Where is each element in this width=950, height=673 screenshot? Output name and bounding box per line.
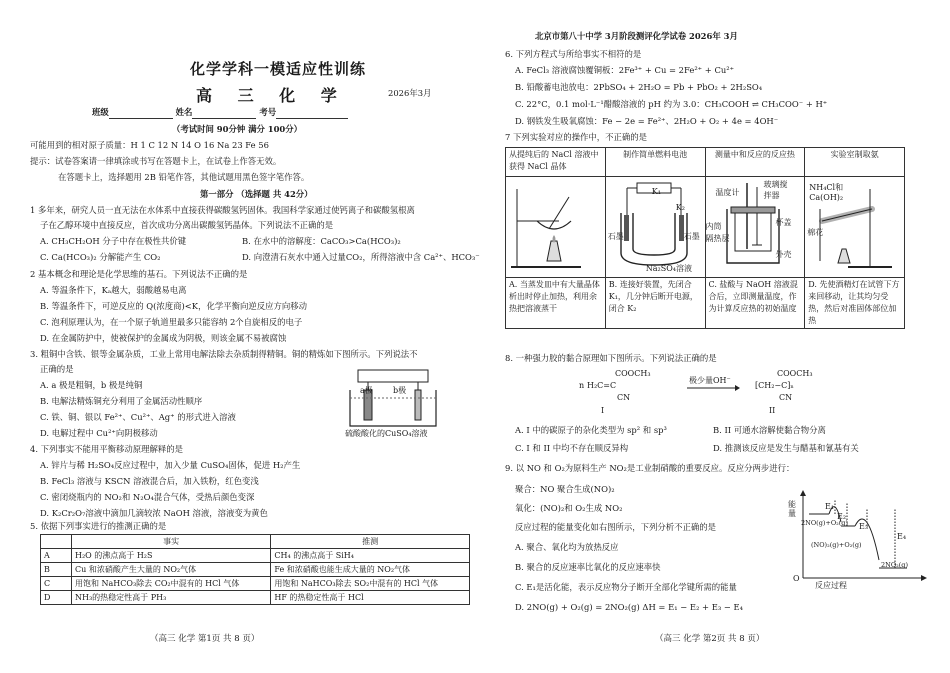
exam-subject: 高 三 化 学 xyxy=(196,86,347,105)
energy-axis-label: 能量 xyxy=(788,500,796,518)
table-row[interactable] xyxy=(41,549,470,563)
q9-step-1: 聚合：NO 聚合生成(NO)₂ xyxy=(515,484,615,494)
fig-evaporation xyxy=(506,177,606,278)
q7-table xyxy=(505,147,905,329)
class-blank[interactable] xyxy=(109,106,173,119)
table-header: 事实 xyxy=(72,535,271,549)
exam-date: 2026年3月 xyxy=(388,88,432,98)
table-cell: 用饱和 NaHCO₃除去 CO₂中混有的 HCl 气体 xyxy=(72,577,271,591)
table-row xyxy=(506,177,905,278)
fig-calorimeter xyxy=(705,177,805,278)
k2-label: K₂ xyxy=(675,203,685,212)
q6-option-a[interactable]: A. FeCl₃ 溶液腐蚀覆铜板：2Fe³⁺ + Cu = 2Fe²⁺ + Cu²⁺ xyxy=(515,65,735,75)
q6-option-d[interactable]: D. 钢铁发生吸氧腐蚀：Fe − 2e = Fe²⁺、2H₂O + O₂ + 4e = 4OH⁻ xyxy=(515,116,779,126)
exam-no-label: 考号 xyxy=(259,107,277,117)
student-fields xyxy=(92,106,348,119)
table-header xyxy=(41,535,72,549)
cotton-label: 棉花 xyxy=(807,228,824,237)
polymer-top-group: COOCH₃ xyxy=(777,369,813,378)
k1-label: K₁ xyxy=(651,187,661,196)
q9-stem: 9. 以 NO 和 O₂为原料生产 NO₂是工业制硝酸的重要反应。反应分两步进行： xyxy=(505,463,795,473)
q2-stem: 2 基本概念和理论是化学思维的基石。下列说法不正确的是 xyxy=(30,269,248,279)
table-cell: 用饱和 NaHCO₃除去 SO₂中混有的 HCl 气体 xyxy=(271,577,470,591)
table-cell: HF 的热稳定性高于 HCl xyxy=(271,591,470,605)
q7-option-a[interactable]: A. 当蒸发皿中有大量晶体析出时停止加热，利用余热把溶液蒸干 xyxy=(506,278,606,329)
q3-option-b[interactable]: B. 电解法精炼铜充分利用了金属活动性顺序 xyxy=(40,396,203,406)
class-label: 班级 xyxy=(92,107,109,117)
q1-option-c[interactable]: C. Ca(HCO₃)₂ 分解能产生 CO₂ xyxy=(40,252,161,262)
table-cell: Cu 和浓硝酸产生大量的 NO₂气体 xyxy=(72,563,271,577)
q6-option-c[interactable]: C. 22°C，0.1 mol·L⁻¹醋酸溶液的 pH 约为 3.0：CH₃COOH ⇌ CH₃COO⁻ + H⁺ xyxy=(515,99,828,109)
q2-option-b[interactable]: B. 等温条件下，可逆反应的 Q(浓度商)<K，化学平衡向逆反应方向移动 xyxy=(40,301,307,311)
q1-option-b[interactable]: B. 在水中的溶解度：CaCO₃>Ca(HCO₃)₂ xyxy=(242,236,401,246)
exam-no-blank[interactable] xyxy=(276,106,348,119)
part1-header: 第一部分 （选择题 共 42分） xyxy=(200,189,313,199)
q9-option-c[interactable]: C. E₁是活化能，表示反应物分子断开全部化学键所需的能量 xyxy=(515,582,737,592)
page-footer: （高三 化学 第2页 共 8 页） xyxy=(655,634,765,644)
school-header: 北京市第八十中学 3月阶段测评化学试卷 2026年 3月 xyxy=(535,31,738,41)
cathode-label: b极 xyxy=(393,386,407,395)
q9-option-b[interactable]: B. 聚合的反应速率比氧化的反应速率快 xyxy=(515,562,661,572)
q3-stem-1: 3. 粗铜中含铁、银等金属杂质，工业上常用电解法除去杂质制得精铜。铜的精炼如下图所示。下列说法不 xyxy=(30,349,418,359)
table-cell: NH₃的热稳定性高于 PH₃ xyxy=(72,591,271,605)
name-label: 姓名 xyxy=(175,107,193,117)
fig-fuel-cell xyxy=(605,177,705,278)
fig-ammonia xyxy=(805,177,905,278)
q3-stem-2: 正确的是 xyxy=(40,364,74,374)
table-row[interactable] xyxy=(41,577,470,591)
q4-option-b[interactable]: B. FeCl₃ 溶液与 KSCN 溶液混合后，加入铁粉，红色变浅 xyxy=(40,476,259,486)
q1-stem-2: 子在乙醇环境中直接反应，首次成功分离出碳酸氢钙晶体。下列说法不正确的是 xyxy=(40,220,334,230)
q3-option-a[interactable]: A. a 极是粗铜，b 极是纯铜 xyxy=(40,380,143,390)
q7-option-c[interactable]: C. 盐酸与 NaOH 溶液混合后，立即测量温度，作为计算反应热的初始温度 xyxy=(705,278,805,329)
table-header-row xyxy=(506,148,905,177)
table-row[interactable] xyxy=(41,591,470,605)
q5-stem: 5. 依据下列事实进行的推测正确的是 xyxy=(30,521,167,531)
e1-label: E₁ xyxy=(825,502,835,511)
q8-option-a[interactable]: A. I 中的碳原子的杂化类型为 sp² 和 sp³ xyxy=(515,425,667,435)
q4-option-c[interactable]: C. 密闭烧瓶内的 NO₂和 N₂O₄混合气体，受热后颜色变深 xyxy=(40,492,255,502)
table-row[interactable] xyxy=(506,278,905,329)
q8-stem: 8. 一种强力胶的黏合原理如下图所示。下列说法正确的是 xyxy=(505,353,717,363)
process-axis-label: 反应过程 xyxy=(815,581,847,590)
lid-label: 杯盖 xyxy=(775,218,792,227)
table-row[interactable] xyxy=(41,563,470,577)
level-intermediate-label: (NO)₂(g)+O₂(g) xyxy=(811,541,862,549)
q4-option-d[interactable]: D. K₂Cr₂O₇溶液中滴加几滴较浓 NaOH 溶液，溶液变为黄色 xyxy=(40,508,268,518)
name-blank[interactable] xyxy=(192,106,256,119)
q9-option-a[interactable]: A. 聚合、氧化均为放热反应 xyxy=(515,542,619,552)
q3-option-d[interactable]: D. 电解过程中 Cu²⁺向阴极移动 xyxy=(40,428,158,438)
anode-label: a极 xyxy=(360,386,373,395)
q5-table xyxy=(40,534,470,605)
table-header: 制作简单燃料电池 xyxy=(605,148,705,177)
monomer-top-group: COOCH₃ xyxy=(615,369,651,378)
monomer: H₂C=C xyxy=(587,381,617,390)
q1-stem-1: 1 多年来，研究人员一直无法在水体系中直接获得碳酸氢钙固体。我国科学家通过使钙离子和碳酸氢根离 xyxy=(30,205,415,215)
table-cell: Fe 和浓硝酸也能生成大量的 NO₂气体 xyxy=(271,563,470,577)
graphite-right-label: 石墨 xyxy=(683,232,700,241)
exam-title: 化学学科一模适应性训练 xyxy=(190,60,367,78)
time-line: （考试时间 90分钟 满分 100分） xyxy=(172,124,303,134)
q8-option-b[interactable]: B. II 可通水溶解使黏合物分离 xyxy=(713,425,826,435)
tip-2: 在答题卡上，选择题用 2B 铅笔作答，其他试题用黑色签字笔作答。 xyxy=(58,172,310,182)
tip-1: 提示：试卷答案请一律填涂或书写在答题卡上，在试卷上作答无效。 xyxy=(30,156,282,166)
electrolyte-caption: 硫酸酸化的CuSO₄溶液 xyxy=(345,429,428,438)
page-2 xyxy=(475,0,950,673)
table-header: 实验室制取氨 xyxy=(805,148,905,177)
reagent-label: NH₄Cl和Ca(OH)₂ xyxy=(809,183,844,202)
q2-option-c[interactable]: C. 泡利原理认为，在一个原子轨道里最多只能容纳 2个自旋相反的电子 xyxy=(40,317,303,327)
q4-option-a[interactable]: A. 锌片与稀 H₂SO₄反应过程中，加入少量 CuSO₄固体，促进 H₂产生 xyxy=(40,460,301,470)
q3-option-c[interactable]: C. 铁、铜、银以 Fe²⁺、Cu²⁺、Ag⁺ 的形式进入溶液 xyxy=(40,412,236,422)
q9-option-d[interactable]: D. 2NO(g) + O₂(g) = 2NO₂(g) ΔH = E₁ − E₂ + E₃ − E₄ xyxy=(515,602,744,612)
inner-cup-label: 内筒 xyxy=(705,222,722,231)
q9-stem-2: 反应过程的能量变化如右图所示，下列分析不正确的是 xyxy=(515,522,716,532)
level-reactants-label: 2NO(g)+O₂(g) xyxy=(801,519,848,527)
table-cell: B xyxy=(41,563,72,577)
q1-option-a[interactable]: A. CH₃CH₂OH 分子中存在极性共价键 xyxy=(40,236,187,246)
polymer-bottom-group: CN xyxy=(779,393,793,402)
q6-stem: 6. 下列方程式与所给事实不相符的是 xyxy=(505,49,642,59)
table-cell: C xyxy=(41,577,72,591)
q6-option-b[interactable]: B. 铅酸蓄电池放电：2PbSO₄ + 2H₂O = Pb + PbO₂ + 2H₂SO₄ xyxy=(515,82,763,92)
table-cell: CH₄ 的沸点高于 SiH₄ xyxy=(271,549,470,563)
table-header: 测量中和反应的反应热 xyxy=(705,148,805,177)
q8-option-c[interactable]: C. I 和 II 中均不存在顺反异构 xyxy=(515,443,629,453)
stirrer-label: 玻璃搅拌器 xyxy=(763,180,788,200)
energy-profile-diagram xyxy=(795,488,930,583)
table-cell: A xyxy=(41,549,72,563)
thermometer-label: 温度计 xyxy=(715,188,740,197)
q7-stem: 7 下列实验对应的操作中，不正确的是 xyxy=(505,132,647,142)
e3-label: E₃ xyxy=(859,522,869,531)
e4-label: E₄ xyxy=(897,532,907,541)
q9-step-2: 氧化：(NO)₂和 O₂生成 NO₂ xyxy=(515,503,623,513)
q8-option-d[interactable]: D. 推测该反应是发生与醋基和氰基有关 xyxy=(713,443,859,453)
reaction-n: n xyxy=(579,381,585,390)
q2-option-d[interactable]: D. 在金属防护中，使被保护的金属成为阴极，则该金属不易被腐蚀 xyxy=(40,333,287,343)
q1-option-d[interactable]: D. 向澄清石灰水中通入过量CO₂，所得溶液中含 Ca²⁺、HCO₃⁻ xyxy=(242,252,480,262)
table-cell: D xyxy=(41,591,72,605)
table-header: 推测 xyxy=(271,535,470,549)
level-products-label: 2NO₂(g) xyxy=(881,561,908,569)
polymer-chain: [CH₂−C]ₙ xyxy=(755,381,794,390)
outer-shell-label: 外壳 xyxy=(775,250,792,259)
table-header-row xyxy=(41,535,470,549)
q7-option-d[interactable]: D. 先使酒精灯在试管下方来回移动，让其均匀受热，然后对准固体部位加热 xyxy=(805,278,905,329)
q7-option-b[interactable]: B. 连接好装置，先闭合 K₁，几分钟后断开电源，闭合 K₂ xyxy=(605,278,705,329)
q4-stem: 4. 下列事实不能用平衡移动原理解释的是 xyxy=(30,444,184,454)
origin-label: O xyxy=(793,574,800,583)
table-header: 从提纯后的 NaCl 溶液中获得 NaCl 晶体 xyxy=(506,148,606,177)
monomer-bottom-group: CN xyxy=(617,393,631,402)
graphite-left-label: 石墨 xyxy=(607,232,624,241)
e2-label: E₂ xyxy=(837,512,847,521)
electrolyte-label: Na₂SO₄溶液 xyxy=(645,264,692,273)
reaction-arrow-icon xyxy=(685,384,741,392)
evaporation-apparatus-icon xyxy=(509,179,599,273)
insulation-label: 隔热层 xyxy=(705,234,730,243)
table-cell: H₂O 的沸点高于 H₂S xyxy=(72,549,271,563)
atomic-masses: 可能用到的相对原子质量：H 1 C 12 N 14 O 16 Na 23 Fe 56 xyxy=(30,140,269,150)
q2-option-a[interactable]: A. 等温条件下，Kₐ越大，弱酸越易电离 xyxy=(40,285,187,295)
monomer-label: I xyxy=(601,406,605,415)
page-footer: （高三 化学 第1页 共 8 页） xyxy=(150,634,260,644)
catalyst-label: 极少量OH⁻ xyxy=(689,376,731,385)
polymer-label: II xyxy=(769,406,776,415)
